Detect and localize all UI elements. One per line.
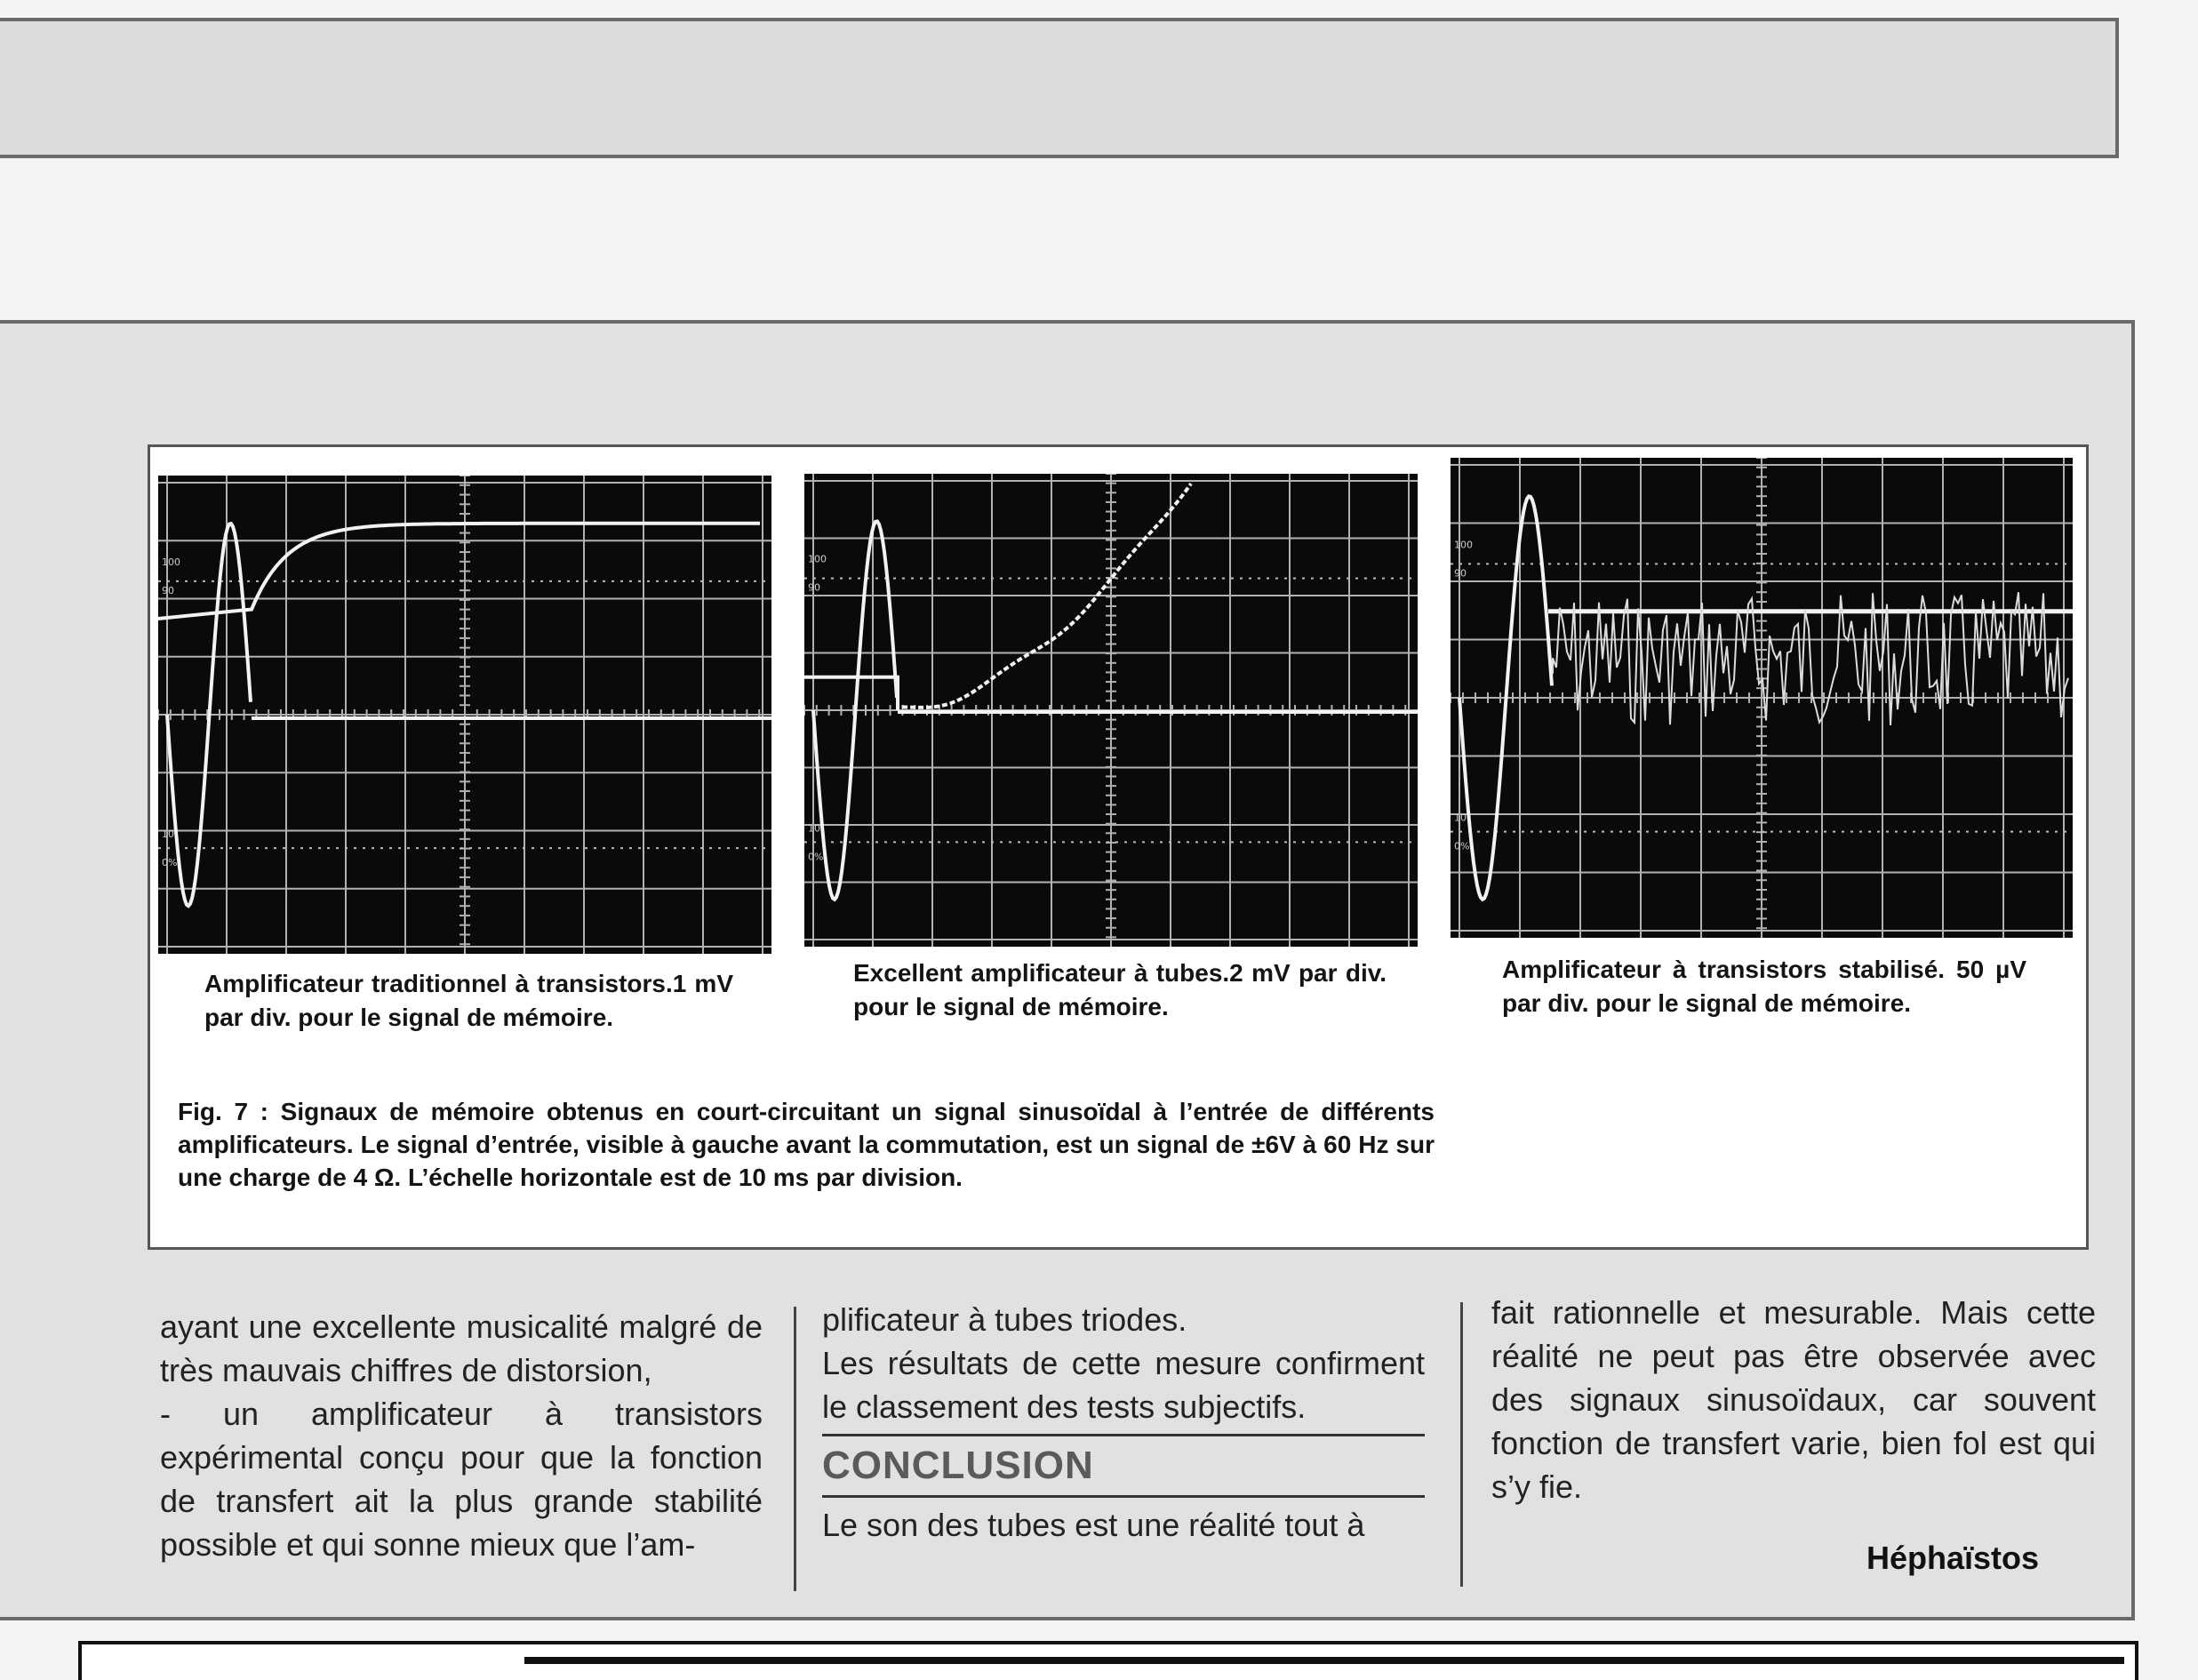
col2-paragraph-a: plificateur à tubes triodes. — [822, 1301, 1187, 1338]
graticule-label: 0% — [162, 857, 178, 869]
memory-signal-trace — [158, 524, 760, 619]
column-rule-1 — [794, 1307, 796, 1591]
scope-caption-3: Amplificateur à transistors stabilisé. 50 µV par div. pour le signal de mémoire. — [1502, 956, 2026, 1017]
oscilloscope-trace-tube-amp — [804, 474, 1418, 947]
graticule-label: 90 — [808, 581, 820, 594]
col1-paragraph-a: ayant une excellente musicalité malgré de très mauvais chiffres de distorsion, — [160, 1308, 763, 1388]
text-column-3 — [1491, 1291, 2096, 1508]
graticule-label: 10 — [162, 828, 174, 841]
bottom-bar — [524, 1657, 2124, 1664]
conclusion-heading: CONCLUSION — [822, 1444, 1094, 1487]
graticule-label: 10 — [808, 822, 820, 835]
graticule-label: 90 — [162, 584, 174, 596]
graticule-label: 0% — [808, 851, 824, 863]
column-rule-2 — [1460, 1302, 1463, 1587]
scope-3-svg — [1451, 458, 2073, 938]
scope-caption-1: Amplificateur traditionnel à transistors.1 mV par div. pour le signal de mémoire. — [204, 970, 733, 1031]
graticule — [158, 476, 771, 954]
text-column-1 — [160, 1305, 763, 1566]
conclusion-rule-bottom — [822, 1495, 1425, 1498]
graticule-label: 10 — [1454, 812, 1467, 824]
author-signature: Héphaïstos — [1866, 1540, 2040, 1576]
graticule-label: 100 — [808, 553, 827, 565]
col2-paragraph-b: Les résultats de cette mesure confirment le classement des tests subjectifs. — [822, 1345, 1425, 1425]
graticule-label: 90 — [1454, 567, 1467, 580]
col1-paragraph-b: - un amplificateur à transistors expérimental conçu pour que la fonction de transfert ait la plus grande stabilité possible et qui sonne mieux que l’am- — [160, 1396, 763, 1563]
col2-paragraph-c: Le son des tubes est une réalité tout à — [822, 1507, 1365, 1543]
conclusion-rule-top — [822, 1434, 1425, 1436]
text-column-2 — [822, 1298, 1425, 1547]
step-trace — [804, 677, 898, 710]
graticule — [1451, 458, 2073, 938]
col3-paragraph: fait rationnelle et mesurable. Mais cette réalité ne peut pas être observée avec des signaux sinusoïdaux, car souvent fonction de transfert varie, bien fol est qui s’y fie. — [1491, 1294, 2096, 1505]
scope-caption-2: Excellent amplificateur à tubes.2 mV par div. pour le signal de mémoire. — [853, 959, 1387, 1020]
graticule-label: 0% — [1454, 840, 1470, 852]
scope-2-svg — [804, 474, 1418, 947]
figure-caption: Fig. 7 : Signaux de mémoire obtenus en court-circuitant un signal sinusoïdal à l’entrée de différents amplificateurs. Le signal d’entrée, visible à gauche avant la commutation, est un signal de ±6V à 60 Hz sur une charge de 4 Ω. L’échelle horizontale est de 10 ms par division. — [178, 1098, 1435, 1191]
graticule-label: 100 — [162, 556, 180, 568]
memory-signal-trace — [898, 484, 1191, 710]
oscilloscope-trace-transistor-traditional — [158, 476, 771, 954]
scope-1-svg — [158, 476, 771, 954]
graticule-label: 100 — [1454, 539, 1473, 551]
top-header-band — [0, 18, 2119, 158]
oscilloscope-trace-transistor-stabilized — [1451, 458, 2073, 938]
